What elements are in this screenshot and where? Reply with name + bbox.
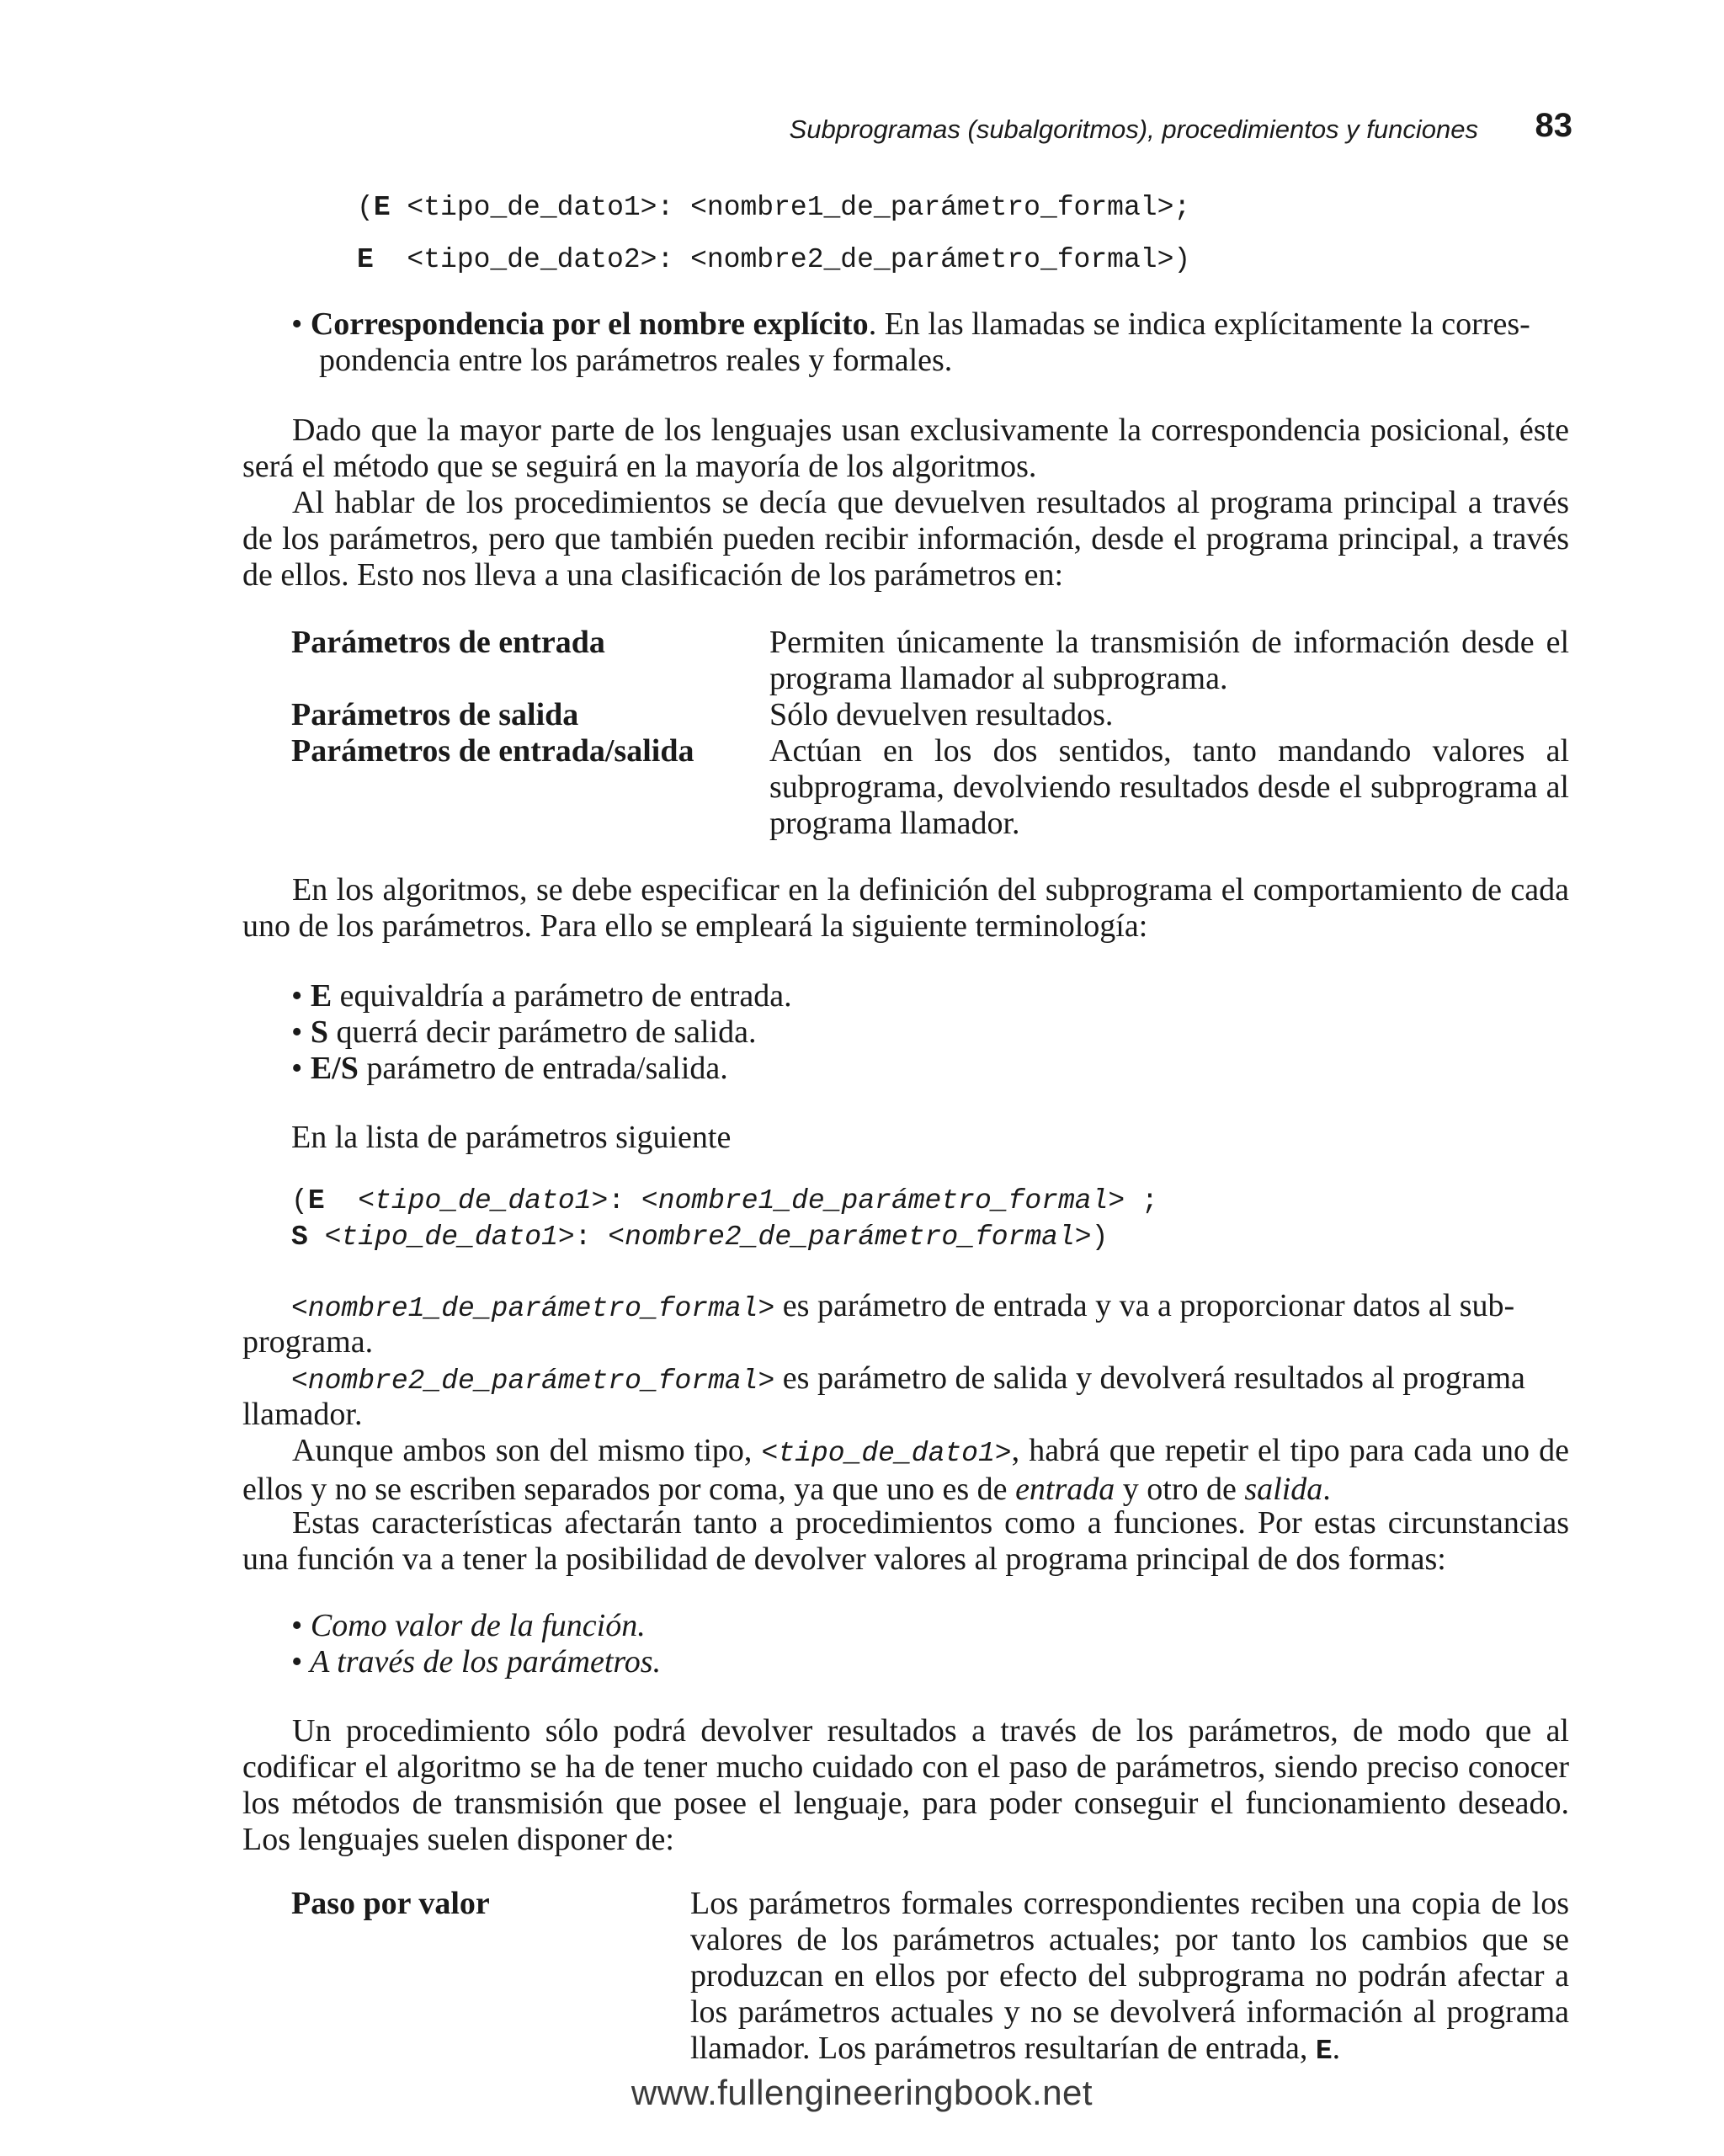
code-end: )	[1091, 1222, 1109, 1253]
explain-2-line-1	[291, 1360, 1525, 1399]
paragraph-4: En la lista de parámetros siguiente	[291, 1120, 732, 1155]
code-text: <tipo_de_dato2>: <nombre2_de_parámetro_formal>)	[373, 244, 1191, 275]
explain-code: <nombre1_de_parámetro_formal>	[291, 1293, 775, 1324]
terminology-item-e	[291, 978, 792, 1014]
page-number: 83	[1535, 107, 1572, 144]
code-text: <tipo_de_dato1>: <nombre1_de_parámetro_formal>;	[390, 192, 1191, 223]
terminology-text: parámetro de entrada/salida.	[358, 1051, 728, 1086]
terminology-text: equivaldría a parámetro de entrada.	[332, 978, 792, 1014]
return-form-item-1	[291, 1608, 646, 1644]
return-form-item-2	[291, 1644, 661, 1680]
return-form-text: A través de los parámetros.	[310, 1644, 662, 1680]
paragraph-7: Un procedimiento sólo podrá devolver resultados a través de los parámetros, de modo que al codificar el algoritmo se ha de tener mucho cuidado con el paso de parámetros, siendo preciso conocer los métodos de transmisión que posee el lenguaje, para poder conseguir el funcionamiento deseado. Los lenguajes suelen disponer de:	[242, 1713, 1569, 1857]
bullet-dot: •	[291, 306, 303, 342]
code-mode: E	[373, 192, 391, 223]
pass-by-value-end: .	[1332, 2031, 1341, 2066]
paragraph-3: En los algoritmos, se debe especificar en la definición del subprograma el comportamiento de cada uno de los parámetros. Para ello se empleará la siguiente terminología:	[242, 872, 1569, 944]
para-text: .	[1322, 1472, 1331, 1507]
return-form-text: Como valor de la función.	[310, 1608, 646, 1643]
code-paren: (	[291, 1185, 308, 1216]
bullet-dot: •	[291, 1014, 303, 1050]
paragraph-5	[242, 1433, 1569, 1508]
param-term-entrada: Parámetros de entrada	[291, 625, 605, 660]
pass-by-value-desc	[690, 1886, 1569, 2069]
code-top-line-1	[357, 192, 1190, 223]
explain-1-line-2: programa.	[242, 1324, 374, 1360]
paragraph-1: Dado que la mayor parte de los lenguajes usan exclusivamente la correspondencia posicional, éste será el método que se seguirá en la mayoría de los algoritmos.	[242, 413, 1569, 484]
bullet-bold-term: Correspondencia por el nombre explícito	[310, 306, 869, 342]
para-code: <tipo_de_dato1>	[761, 1438, 1012, 1469]
terminology-key: E/S	[310, 1051, 359, 1086]
paragraph-2: Al hablar de los procedimientos se decía que devuelven resultados al programa principal a través de los parámetros, pero que también pueden recibir información, desde el programa principal, a través de ellos. Esto nos lleva a una clasificación de los parámetros en:	[242, 485, 1569, 593]
code-mode: E	[307, 1185, 325, 1216]
terminology-text: querrá decir parámetro de salida.	[327, 1014, 757, 1050]
code-mid-line-2	[291, 1222, 1108, 1253]
param-term-entrada-salida: Parámetros de entrada/salida	[291, 733, 694, 769]
bullet-text: . En las llamadas se indica explícitamente la corres-	[868, 306, 1530, 342]
code-end: ;	[1125, 1185, 1158, 1216]
para-text: Aunque ambos son del mismo tipo,	[292, 1433, 762, 1468]
bullet-explicit-line-1	[291, 306, 1530, 343]
code-name: <nombre2_de_parámetro_formal>	[608, 1222, 1092, 1253]
code-mid-line-1	[291, 1185, 1158, 1216]
code-colon: :	[608, 1185, 641, 1216]
param-term-salida: Parámetros de salida	[291, 697, 579, 732]
explain-code: <nombre2_de_parámetro_formal>	[291, 1365, 775, 1397]
terminology-item-s	[291, 1014, 756, 1051]
explain-1-line-1	[291, 1288, 1514, 1327]
terminology-key: S	[310, 1014, 328, 1050]
bullet-dot: •	[291, 978, 303, 1014]
param-desc-entrada: Permiten únicamente la transmisión de información desde el programa llamador al subprograma.	[769, 625, 1569, 696]
explain-text: es parámetro de entrada y va a proporcionar datos al sub-	[774, 1288, 1515, 1323]
paragraph-6: Estas características afectarán tanto a procedimientos como a funciones. Por estas circunstancias una función va a tener la posibilidad de devolver valores al programa principal de dos formas:	[242, 1505, 1569, 1577]
param-desc-entrada-salida: Actúan en los dos sentidos, tanto mandando valores al subprograma, devolviendo resultados desde el subprograma al programa llamador.	[769, 733, 1569, 841]
para-text: , habrá que repetir el tipo para cada uno de ellos y no se escriben separados por coma, ya que uno es de	[242, 1433, 1569, 1507]
pass-by-value-mode: E	[1315, 2036, 1333, 2067]
code-mode: E	[357, 244, 374, 275]
para-italic: entrada	[1015, 1472, 1115, 1507]
code-top-line-2	[357, 244, 1190, 275]
param-desc-salida: Sólo devuelven resultados.	[769, 697, 1114, 732]
pass-by-value-text: Los parámetros formales correspondientes reciben una copia de los valores de los parámetros actuales; por tanto los cambios que se produzcan en ellos por efecto del subprograma no podrán afectar a los parámetros actuales y no se devolverá información al programa llamador. Los parámetros resultarían de entrada,	[690, 1886, 1569, 2066]
pass-by-value-term: Paso por valor	[291, 1886, 490, 1921]
footer-url: www.fullengineeringbook.net	[631, 2073, 1093, 2112]
terminology-item-es	[291, 1051, 728, 1087]
code-type: <tipo_de_dato1>	[324, 1185, 609, 1216]
bullet-explicit-line-2: pondencia entre los parámetros reales y formales.	[319, 343, 953, 378]
para-italic: salida	[1244, 1472, 1323, 1507]
explain-text: es parámetro de salida y devolverá resultados al programa	[774, 1360, 1525, 1396]
code-paren: (	[357, 192, 374, 223]
bullet-dot: •	[291, 1051, 303, 1086]
code-mode: S	[291, 1222, 308, 1253]
code-name: <nombre1_de_parámetro_formal>	[641, 1185, 1125, 1216]
explain-2-line-2: llamador.	[242, 1397, 363, 1432]
para-text: y otro de	[1115, 1472, 1245, 1507]
bullet-dot: •	[291, 1644, 303, 1680]
code-type: <tipo_de_dato1>	[307, 1222, 575, 1253]
code-colon: :	[574, 1222, 609, 1253]
bullet-dot: •	[291, 1608, 303, 1643]
running-title: Subprogramas (subalgoritmos), procedimientos y funciones	[789, 114, 1478, 144]
terminology-key: E	[310, 978, 333, 1014]
